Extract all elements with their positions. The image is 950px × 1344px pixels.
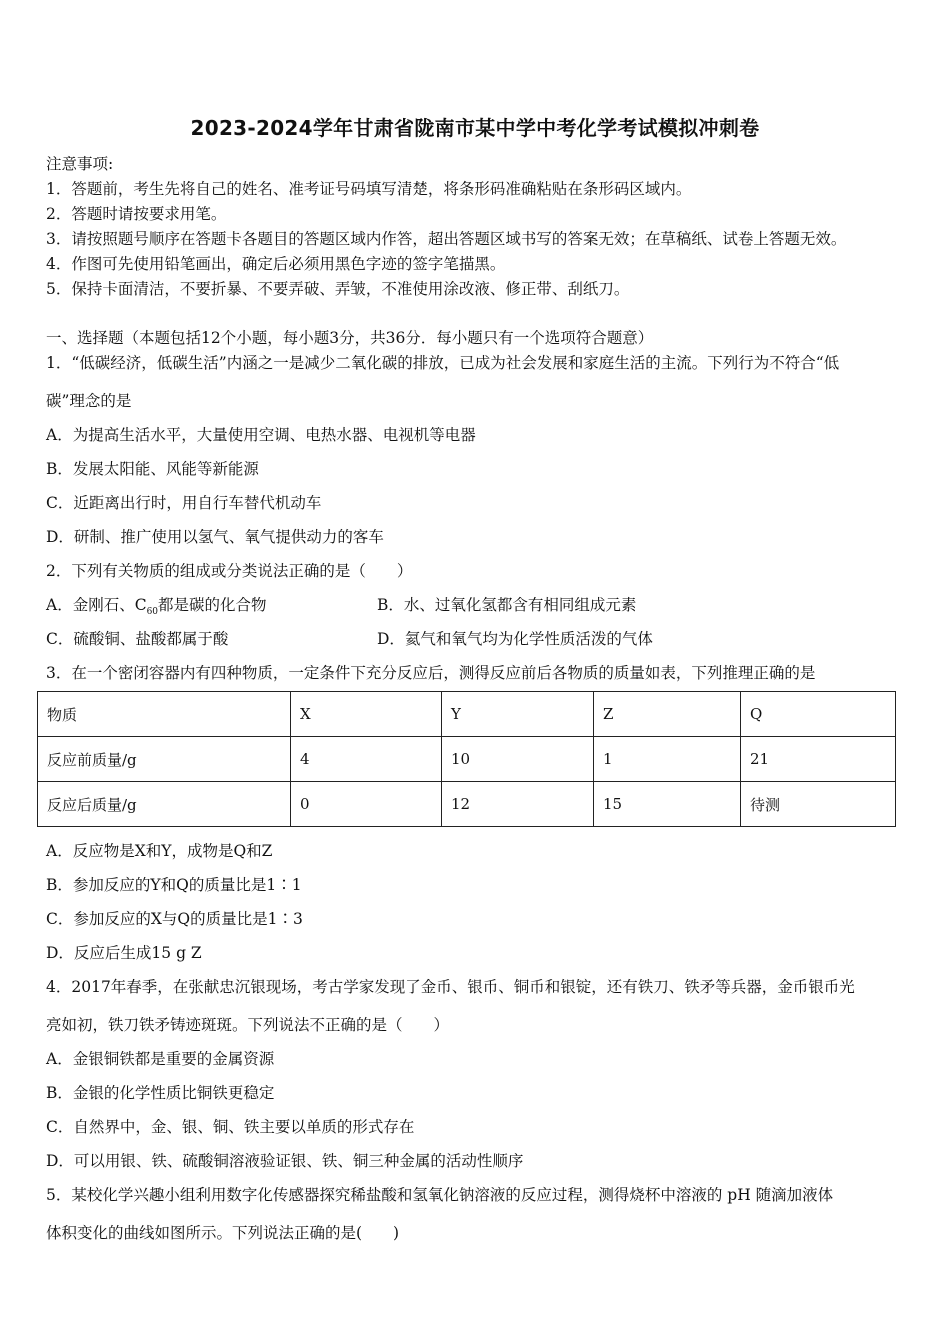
table-cell: 10: [442, 737, 594, 782]
q1-option-d: D．研制、推广使用以氢气、氧气提供动力的客车: [46, 528, 384, 546]
table-header-row: [38, 692, 896, 737]
q1-option-a: A．为提高生活水平，大量使用空调、电热水器、电视机等电器: [46, 426, 476, 444]
q1-stem-line1: 1．“低碳经济，低碳生活”内涵之一是减少二氧化碳的排放，已成为社会发展和家庭生活的主流。下列行为不符合“低: [46, 354, 840, 372]
q1-stem-line2: 碳”理念的是: [46, 392, 132, 410]
table-cell: 4: [291, 737, 442, 782]
table-cell: 反应前质量/g: [38, 737, 291, 782]
page-title: 2023-2024学年甘肃省陇南市某中学中考化学考试模拟冲刺卷: [190, 116, 760, 140]
table-cell: 待测: [741, 782, 896, 827]
notice-item-1: 1．答题前，考生先将自己的姓名、准考证号码填写清楚，将条形码准确粘贴在条形码区域内。: [46, 180, 692, 198]
table-row: [38, 782, 896, 827]
notice-heading: 注意事项:: [46, 155, 114, 173]
table-row: [38, 737, 896, 782]
q2-option-a-subscript: 60: [146, 607, 159, 618]
q1-option-b: B．发展太阳能、风能等新能源: [46, 460, 259, 478]
section-heading: 一、选择题（本题包括12个小题，每小题3分，共36分．每小题只有一个选项符合题意）: [46, 329, 654, 347]
table-cell: Y: [442, 692, 594, 737]
q3-option-a: A．反应物是X和Y，成物是Q和Z: [46, 842, 273, 860]
q4-option-d: D．可以用银、铁、硫酸铜溶液验证银、铁、铜三种金属的活动性顺序: [46, 1152, 524, 1170]
q4-option-b: B．金银的化学性质比铜铁更稳定: [46, 1084, 275, 1102]
q4-stem-line1: 4．2017年春季，在张献忠沉银现场，考古学家发现了金币、银币、铜币和银锭，还有铁刀、铁矛等兵器，金币银币光: [46, 978, 855, 996]
table-cell: 12: [442, 782, 594, 827]
notice-item-3: 3．请按照题号顺序在答题卡各题目的答题区域内作答，超出答题区域书写的答案无效；在草稿纸、试卷上答题无效。: [46, 230, 847, 248]
table-cell: 反应后质量/g: [38, 782, 291, 827]
q2-option-b: B．水、过氧化氢都含有相同组成元素: [377, 596, 637, 614]
q4-option-a: A．金银铜铁都是重要的金属资源: [46, 1050, 275, 1068]
q3-stem: 3．在一个密闭容器内有四种物质，一定条件下充分反应后，测得反应前后各物质的质量如表，下列推理正确的是: [46, 664, 816, 682]
notice-item-5: 5．保持卡面清洁，不要折暴、不要弄破、弄皱，不准使用涂改液、修正带、刮纸刀。: [46, 280, 630, 298]
q5-stem-line1: 5．某校化学兴趣小组利用数字化传感器探究稀盐酸和氢氧化钠溶液的反应过程，测得烧杯中溶液的 pH 随滴加液体: [46, 1186, 834, 1204]
table-cell: Q: [741, 692, 896, 737]
q3-option-b: B．参加反应的Y和Q的质量比是1∶1: [46, 876, 302, 894]
table-cell: Z: [594, 692, 741, 737]
q2-stem: 2．下列有关物质的组成或分类说法正确的是（ ）: [46, 562, 413, 580]
q2-option-a: [46, 593, 267, 617]
q2-option-a-post: 都是碳的化合物: [158, 596, 267, 614]
q2-option-a-pre: A．金刚石、C: [46, 596, 147, 614]
q1-option-c: C．近距离出行时，用自行车替代机动车: [46, 494, 322, 512]
q2-option-c: C．硫酸铜、盐酸都属于酸: [46, 630, 229, 648]
q3-mass-table: [37, 691, 896, 827]
q4-option-c: C．自然界中，金、银、铜、铁主要以单质的形式存在: [46, 1118, 415, 1136]
table-cell: 0: [291, 782, 442, 827]
table-cell: 21: [741, 737, 896, 782]
table-cell: 15: [594, 782, 741, 827]
q4-stem-line2: 亮如初，铁刀铁矛铸迹斑斑。下列说法不正确的是（ ）: [46, 1016, 450, 1034]
q5-stem-line2: 体积变化的曲线如图所示。下列说法正确的是( ): [46, 1224, 400, 1242]
table-cell: X: [291, 692, 442, 737]
q3-option-d: D．反应后生成15 g Z: [46, 944, 202, 962]
notice-item-2: 2．答题时请按要求用笔。: [46, 205, 227, 223]
table-cell: 物质: [38, 692, 291, 737]
q3-option-c: C．参加反应的X与Q的质量比是1∶3: [46, 910, 303, 928]
q2-option-d: D．氦气和氧气均为化学性质活泼的气体: [377, 630, 653, 648]
notice-item-4: 4．作图可先使用铅笔画出，确定后必须用黑色字迹的签字笔描黑。: [46, 255, 506, 273]
table-cell: 1: [594, 737, 741, 782]
